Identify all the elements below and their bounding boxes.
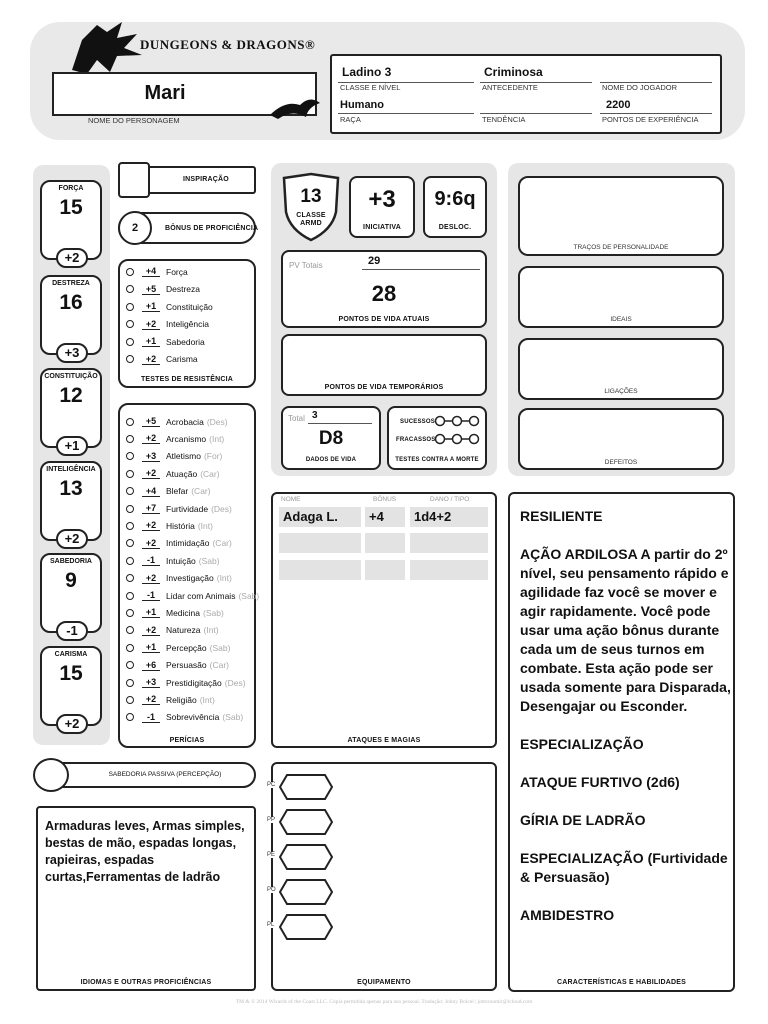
features-text-area[interactable]	[520, 507, 732, 967]
skill-attribute: (Car)	[212, 538, 232, 549]
skill-row[interactable]	[126, 709, 243, 726]
ability-score[interactable]: 9	[65, 569, 77, 592]
proficiency-dot-icon[interactable]	[126, 303, 134, 311]
skill-name: Natureza	[166, 625, 201, 636]
proficiency-dot-icon[interactable]	[126, 418, 134, 426]
skill-value: -1	[142, 590, 160, 601]
attacks-label: ATAQUES E MAGIAS	[347, 737, 421, 744]
attack-damage-1: 1d4+2	[414, 509, 452, 524]
attack-bonus-cell-2[interactable]	[365, 533, 405, 553]
skill-name: História	[166, 520, 195, 531]
feature-giria-de-ladrao: GÍRIA DE LADRÃO	[520, 812, 646, 828]
death-saves-label: TESTES CONTRA A MORTE	[395, 457, 479, 463]
skill-attribute: (Sab)	[222, 712, 244, 723]
proficiency-dot-icon[interactable]	[126, 452, 134, 460]
skill-name: Blefar	[166, 486, 189, 497]
skill-attribute: (Int)	[199, 694, 215, 705]
proficiency-dot-icon[interactable]	[126, 644, 134, 652]
armor-class-label: CLASSE ARMD	[296, 212, 326, 227]
coin-label: PC	[267, 782, 276, 788]
skill-attribute: (For)	[203, 451, 223, 462]
coin-label: PL	[267, 922, 275, 928]
skill-name: Prestidigitação	[166, 677, 222, 688]
armor-class-value[interactable]: 13	[300, 186, 322, 207]
initiative-label: INICIATIVA	[363, 224, 401, 231]
ability-modifier[interactable]: +2	[56, 714, 88, 734]
ability-1	[40, 275, 102, 360]
skill-row[interactable]	[126, 552, 220, 569]
hp-current-label: PONTOS DE VIDA ATUAIS	[338, 316, 430, 323]
proficiency-dot-icon[interactable]	[126, 661, 134, 669]
skill-row[interactable]	[126, 657, 229, 674]
saving-throw-row[interactable]	[126, 263, 188, 280]
coin-hexagon-icon	[279, 809, 333, 835]
skill-value: +4	[142, 486, 160, 497]
attack-bonus-cell-3[interactable]	[365, 560, 405, 580]
speed-label: DESLOC.	[438, 224, 472, 231]
speed-value[interactable]: 9:6q	[434, 188, 476, 210]
initiative-value[interactable]: +3	[368, 186, 396, 213]
skill-value: +1	[142, 642, 160, 653]
ability-name: INTELIGÊNCIA	[46, 466, 96, 473]
xp-label: PONTOS DE EXPERIÊNCIA	[602, 115, 699, 124]
attacks-col-damage: DANO / TIPO	[430, 496, 470, 503]
xp-line	[600, 113, 712, 114]
skill-row[interactable]	[126, 500, 232, 517]
skill-attribute: (Car)	[200, 468, 220, 479]
skill-value: -1	[142, 712, 160, 723]
skill-value: +5	[142, 416, 160, 427]
skill-name: Persuasão	[166, 660, 207, 671]
attack-damage-cell-3[interactable]	[410, 560, 488, 580]
skill-value: +3	[142, 677, 160, 688]
proficiency-dot-icon[interactable]	[126, 505, 134, 513]
saving-throw-value: +5	[142, 284, 160, 295]
saving-throw-row[interactable]	[126, 281, 200, 298]
feature-resiliente: RESILIENTE	[520, 508, 603, 524]
skill-value: +2	[142, 538, 160, 549]
coin-hexagon-icon	[279, 844, 333, 870]
skill-name: Lidar com Animais	[166, 590, 236, 601]
skill-name: Investigação	[166, 573, 214, 584]
skill-row[interactable]	[126, 430, 224, 447]
skill-attribute: (Des)	[206, 416, 228, 427]
skill-attribute: (Car)	[191, 486, 211, 497]
skill-name: Acrobacia	[166, 416, 204, 427]
proficiency-dot-icon[interactable]	[126, 320, 134, 328]
proficiency-dot-icon[interactable]	[126, 285, 134, 293]
saving-throws-label: TESTES DE RESISTÊNCIA	[140, 376, 234, 383]
skill-value: +2	[142, 625, 160, 636]
ability-name: SABEDORIA	[49, 558, 92, 565]
skill-row[interactable]	[126, 622, 219, 639]
ability-name: DESTREZA	[52, 280, 90, 287]
feature-especializacao-2: ESPECIALIZAÇÃO (Furtividade & Persuasão)	[520, 850, 728, 885]
proficiency-dot-icon[interactable]	[126, 574, 134, 582]
proficiency-dot-icon[interactable]	[126, 522, 134, 530]
skill-attribute: (Sab)	[209, 642, 231, 653]
ability-name: CARISMA	[54, 651, 88, 658]
saving-throw-name: Destreza	[166, 284, 201, 294]
coin-label: PE	[267, 852, 276, 858]
skill-row[interactable]	[126, 517, 213, 534]
flaws-label: DEFEITOS	[604, 459, 638, 466]
race-line	[338, 113, 474, 114]
saving-throw-row[interactable]	[126, 351, 198, 368]
coin-field[interactable]	[267, 809, 333, 835]
dragon-logo-icon	[62, 20, 147, 78]
coin-field[interactable]	[267, 879, 333, 905]
feature-ataque-furtivo: ATAQUE FURTIVO (2d6)	[520, 774, 680, 790]
coin-label: PP	[267, 817, 276, 823]
skills-label: PERÍCIAS	[169, 737, 205, 744]
skill-value: +1	[142, 607, 160, 618]
ability-modifier[interactable]: +1	[56, 436, 88, 456]
proficiency-dot-icon[interactable]	[126, 435, 134, 443]
proficiency-dot-icon[interactable]	[126, 609, 134, 617]
death-success-label: SUCESSOS	[400, 419, 435, 425]
alignment-line	[480, 113, 592, 114]
hit-dice-value[interactable]: D8	[318, 428, 344, 449]
ability-score[interactable]: 12	[59, 384, 83, 407]
proficiency-dot-icon[interactable]	[126, 355, 134, 363]
hit-dice-total-label: Total	[288, 414, 305, 423]
attack-name-1: Adaga L.	[283, 509, 338, 524]
skill-row[interactable]	[126, 639, 230, 656]
feature-acao-ardilosa: AÇÃO ARDILOSA A partir do 2º nível, seu pensamento rápido e agilidade faz você se mover e agir rapidamente. Você pode usar uma ação bônus durante cada um de seus turnos em combate. Esta ação pode ser usada somente para Disparada, Desengajar ou Esconder.	[520, 546, 731, 714]
skill-attribute: (Sab)	[203, 607, 224, 618]
ability-score[interactable]: 15	[59, 196, 83, 219]
coin-label: PO	[267, 887, 276, 893]
skill-value: +2	[142, 573, 160, 584]
ability-modifier[interactable]: +2	[56, 529, 88, 549]
skill-row[interactable]	[126, 691, 215, 708]
attack-bonus-1: +4	[369, 509, 384, 524]
ability-modifier[interactable]: +3	[56, 343, 88, 363]
alignment-label: TENDÊNCIA	[482, 115, 526, 124]
skill-name: Intimidação	[166, 538, 210, 549]
attack-name-cell-2[interactable]	[279, 533, 361, 553]
proficiency-dot-icon[interactable]	[126, 679, 134, 687]
skill-name: Medicina	[166, 607, 201, 618]
attacks-col-name: NOME	[281, 496, 301, 503]
skill-name: Atuação	[166, 468, 198, 479]
death-fail-circles-icon[interactable]	[434, 433, 480, 445]
skill-attribute: (Sab)	[238, 590, 260, 601]
feature-especializacao: ESPECIALIZAÇÃO	[520, 736, 644, 752]
proficiency-dot-icon[interactable]	[126, 713, 134, 721]
attack-name-cell-3[interactable]	[279, 560, 361, 580]
skill-row[interactable]	[126, 674, 246, 691]
hp-max-value[interactable]: 29	[368, 255, 381, 267]
saving-throw-row[interactable]	[126, 333, 205, 350]
attacks-col-bonus: BÔNUS	[373, 496, 397, 503]
skill-attribute: (Car)	[209, 660, 229, 671]
skill-row[interactable]	[126, 570, 232, 587]
ability-name: FORÇA	[58, 185, 84, 192]
saving-throw-value: +1	[142, 336, 160, 347]
proficiencies-label: IDIOMAS E OUTRAS PROFICIÊNCIAS	[80, 979, 212, 986]
hp-max-line	[362, 269, 480, 270]
logo-text: DUNGEONS & DRAGONS®	[140, 37, 316, 52]
death-fail-label: FRACASSOS	[396, 437, 436, 443]
class-level-label: CLASSE E NÍVEL	[340, 83, 401, 92]
proficiency-dot-icon[interactable]	[126, 539, 134, 547]
skill-name: Furtividade	[166, 503, 209, 514]
ability-score[interactable]: 13	[59, 477, 83, 500]
skill-attribute: (Int)	[216, 573, 232, 584]
ability-score[interactable]: 15	[59, 662, 83, 685]
hit-dice-total-value[interactable]: 3	[312, 410, 318, 421]
proficiency-dot-icon[interactable]	[126, 626, 134, 634]
skill-name: Arcanismo	[166, 433, 207, 444]
ability-2	[40, 368, 102, 453]
skill-value: +2	[142, 433, 160, 444]
coin-hexagon-icon	[279, 914, 333, 940]
saving-throw-value: +4	[142, 266, 160, 277]
inspiration-label: INSPIRAÇÃO	[183, 176, 229, 183]
coin-hexagon-icon	[279, 774, 333, 800]
skill-name: Intuição	[166, 555, 196, 566]
skill-row[interactable]	[126, 535, 232, 552]
coin-field[interactable]	[267, 774, 333, 800]
proficiency-dot-icon[interactable]	[126, 268, 134, 276]
xp-value[interactable]: 2200	[606, 99, 631, 111]
ability-4	[40, 553, 102, 638]
footer-copyright: TM & © 2014 Wizards of the Coast LLC. Cópia permitida apenas para uso pessoal. Tradução: Johny Bolcel | jottoronmir@icloud.com	[235, 999, 533, 1005]
skill-attribute: (Int)	[203, 625, 219, 636]
skill-name: Sobrevivência	[166, 712, 220, 723]
race-label: RAÇA	[340, 115, 361, 124]
coin-hexagon-icon	[279, 879, 333, 905]
ability-5	[40, 646, 102, 731]
traits-label: TRAÇOS DE PERSONALIDADE	[573, 244, 669, 251]
skill-row[interactable]	[126, 483, 211, 500]
saving-throw-name: Constituição	[166, 301, 213, 312]
skill-value: +2	[142, 520, 160, 531]
attacks-box	[271, 492, 497, 748]
skill-attribute: (Sab)	[198, 555, 220, 566]
skill-attribute: (Int)	[197, 520, 213, 531]
skill-row[interactable]	[126, 587, 259, 604]
skill-name: Percepção	[166, 642, 207, 653]
skill-row[interactable]	[126, 413, 228, 430]
saving-throw-name: Inteligência	[166, 319, 210, 329]
proficiency-dot-icon[interactable]	[126, 557, 134, 565]
ability-0	[40, 180, 102, 265]
saving-throw-row[interactable]	[126, 298, 213, 315]
race-value[interactable]: Humano	[340, 99, 384, 111]
skill-value: +6	[142, 660, 160, 671]
saving-throw-row[interactable]	[126, 316, 209, 333]
saving-throw-value: +2	[142, 354, 160, 365]
ability-score[interactable]: 16	[59, 291, 83, 314]
background-label: ANTECEDENTE	[482, 83, 538, 92]
passive-perception-circle[interactable]	[33, 758, 69, 792]
proficiency-dot-icon[interactable]	[126, 592, 134, 600]
character-name[interactable]: Mari	[144, 82, 186, 104]
saving-throw-name: Força	[166, 266, 188, 277]
ideals-label: IDEAIS	[610, 316, 632, 323]
proficiency-dot-icon[interactable]	[126, 696, 134, 704]
proficiency-dot-icon[interactable]	[126, 470, 134, 478]
proficiency-dot-icon[interactable]	[126, 487, 134, 495]
inspiration-checkbox[interactable]	[118, 162, 150, 198]
character-name-label: NOME DO PERSONAGEM	[88, 116, 180, 125]
ability-modifier[interactable]: -1	[56, 621, 88, 641]
skill-name: Religião	[166, 694, 197, 705]
skill-value: +2	[142, 694, 160, 705]
saving-throw-value: +2	[142, 319, 160, 330]
equipment-label: EQUIPAMENTO	[357, 979, 411, 986]
skill-value: -1	[142, 555, 160, 566]
passive-perception-label: SABEDORIA PASSIVA (PERCEPÇÃO)	[108, 771, 222, 778]
skill-name: Atletismo	[166, 451, 201, 462]
player-name-label: NOME DO JOGADOR	[602, 83, 678, 92]
features-label: CARACTERÍSTICAS E HABILIDADES	[556, 979, 687, 986]
ability-3	[40, 461, 102, 546]
skill-row[interactable]	[126, 448, 222, 465]
class-level-value[interactable]: Ladino 3	[342, 65, 392, 79]
bonds-label: LIGAÇÕES	[604, 388, 638, 395]
proficiency-label: BÔNUS DE PROFICIÊNCIA	[165, 225, 259, 232]
hit-dice-label: DADOS DE VIDA	[305, 457, 357, 463]
skill-value: +7	[142, 503, 160, 514]
skill-attribute: (Des)	[211, 503, 232, 514]
background-value[interactable]: Criminosa	[484, 65, 543, 79]
skill-row[interactable]	[126, 604, 224, 621]
proficiency-value-circle[interactable]: 2	[118, 211, 152, 245]
attack-damage-cell-2[interactable]	[410, 533, 488, 553]
skill-value: +2	[142, 468, 160, 479]
proficiencies-text[interactable]: Armaduras leves, Armas simples, bestas de mão, espadas longas, rapieiras, espadas curtas,Ferramentas de ladrão	[45, 819, 245, 884]
ability-modifier[interactable]: +2	[56, 248, 88, 268]
skill-value: +3	[142, 451, 160, 462]
dragon-tail-icon	[270, 95, 320, 121]
feature-ambidestro: AMBIDESTRO	[520, 907, 615, 923]
saving-throw-name: Sabedoria	[166, 336, 205, 347]
skill-attribute: (Des)	[224, 677, 246, 688]
coin-field[interactable]	[267, 914, 333, 940]
hp-current-value[interactable]: 28	[371, 281, 397, 306]
death-success-circles-icon[interactable]	[434, 415, 480, 427]
coin-field[interactable]	[267, 844, 333, 870]
proficiency-dot-icon[interactable]	[126, 338, 134, 346]
skill-attribute: (Int)	[209, 433, 225, 444]
temp-hp-label: PONTOS DE VIDA TEMPORÁRIOS	[324, 384, 444, 391]
saving-throw-value: +1	[142, 301, 160, 312]
hit-dice-total-line	[308, 423, 372, 424]
hp-max-label: PV Totais	[289, 261, 323, 270]
skill-row[interactable]	[126, 465, 220, 482]
ability-name: CONSTITUIÇÃO	[44, 373, 98, 380]
saving-throw-name: Carisma	[166, 354, 198, 364]
